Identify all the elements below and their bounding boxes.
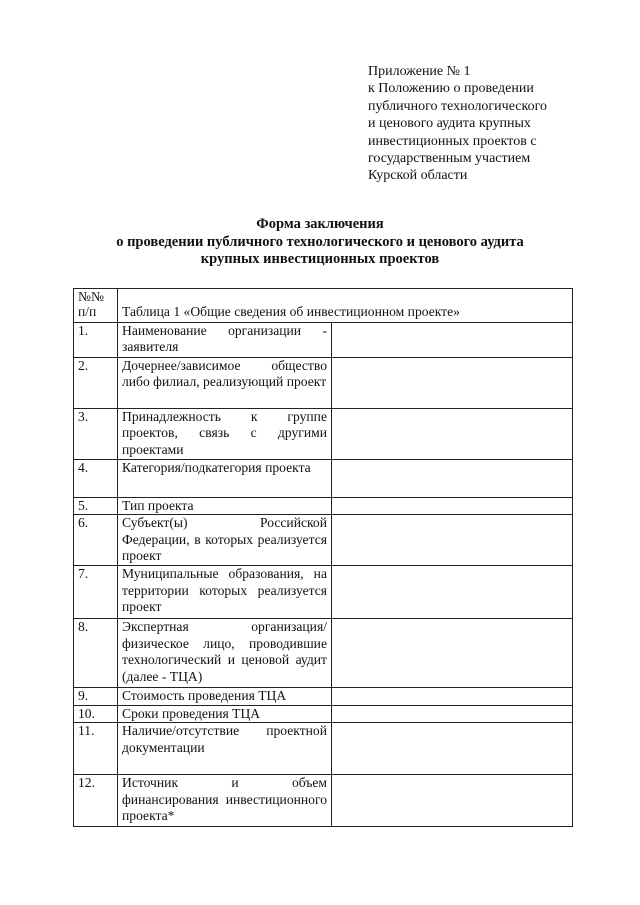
table-row [74,409,573,460]
row-value-cell[interactable] [332,705,573,722]
appendix-heading [368,63,608,185]
appendix-line: к Положению о проведении [368,81,534,97]
table-row [74,460,573,498]
appendix-line: государственным участием [368,151,531,167]
table-caption: Таблица 1 «Общие сведения об инвестиционном проекте» [122,304,460,319]
table-row [74,688,573,705]
table-row [74,323,573,358]
row-label: Наличие/отсутствие проектной документации [118,723,332,775]
row-label: Муниципальные образования, на территории которых реализуется проект [118,566,332,619]
appendix-line: инвестиционных проектов с [368,133,537,149]
row-value-cell[interactable] [332,688,573,705]
appendix-line: публичного технологического [368,98,547,114]
row-label: Сроки проведения ТЦА [118,705,332,722]
row-value-cell[interactable] [332,323,573,358]
row-number: 5. [74,498,118,515]
row-number: 12. [74,775,118,827]
table-row [74,705,573,722]
form-title [0,216,640,269]
general-info-table [73,288,573,827]
header-number-cell [74,289,118,323]
row-label: Принадлежность к группе проектов, связь с другими проектами [118,409,332,460]
row-number: 9. [74,688,118,705]
appendix-line: и ценового аудита крупных [368,116,531,132]
row-value-cell[interactable] [332,460,573,498]
header-number-line: п/п [78,304,97,319]
row-label: Стоимость проведения ТЦА [118,688,332,705]
row-number: 10. [74,705,118,722]
row-label: Дочернее/зависимое общество либо филиал, реализующий проект [118,358,332,409]
row-number: 6. [74,515,118,566]
form-title-line: Форма заключения [256,216,384,232]
row-value-cell[interactable] [332,358,573,409]
header-number-line: №№ [78,289,104,304]
table-header-row [74,289,573,323]
row-label: Субъект(ы) Российской Федерации, в которых реализуется проект [118,515,332,566]
form-title-line: крупных инвестиционных проектов [200,251,440,267]
row-label: Наименование организации - заявителя [118,323,332,358]
row-value-cell[interactable] [332,566,573,619]
row-number: 1. [74,323,118,358]
row-value-cell[interactable] [332,619,573,688]
table-row [74,723,573,775]
header-caption-cell [118,289,573,323]
table-row [74,775,573,827]
row-value-cell[interactable] [332,409,573,460]
row-value-cell[interactable] [332,498,573,515]
row-label: Экспертная организация/физическое лицо, проводившие технологический и ценовой аудит (далее - ТЦА) [118,619,332,688]
row-number: 4. [74,460,118,498]
appendix-line: Приложение № 1 [368,64,471,79]
table-row [74,515,573,566]
row-number: 11. [74,723,118,775]
row-label: Категория/подкатегория проекта [118,460,332,498]
row-number: 8. [74,619,118,688]
row-number: 7. [74,566,118,619]
row-number: 3. [74,409,118,460]
form-title-line: о проведении публичного технологического и ценового аудита [116,233,524,250]
row-label: Источник и объем финансирования инвестиционного проекта* [118,775,332,827]
row-value-cell[interactable] [332,723,573,775]
row-number: 2. [74,358,118,409]
table-row [74,566,573,619]
row-value-cell[interactable] [332,775,573,827]
appendix-line: Курской области [368,168,468,184]
row-label: Тип проекта [118,498,332,515]
table-row [74,358,573,409]
table-row [74,498,573,515]
table-row [74,619,573,688]
row-value-cell[interactable] [332,515,573,566]
